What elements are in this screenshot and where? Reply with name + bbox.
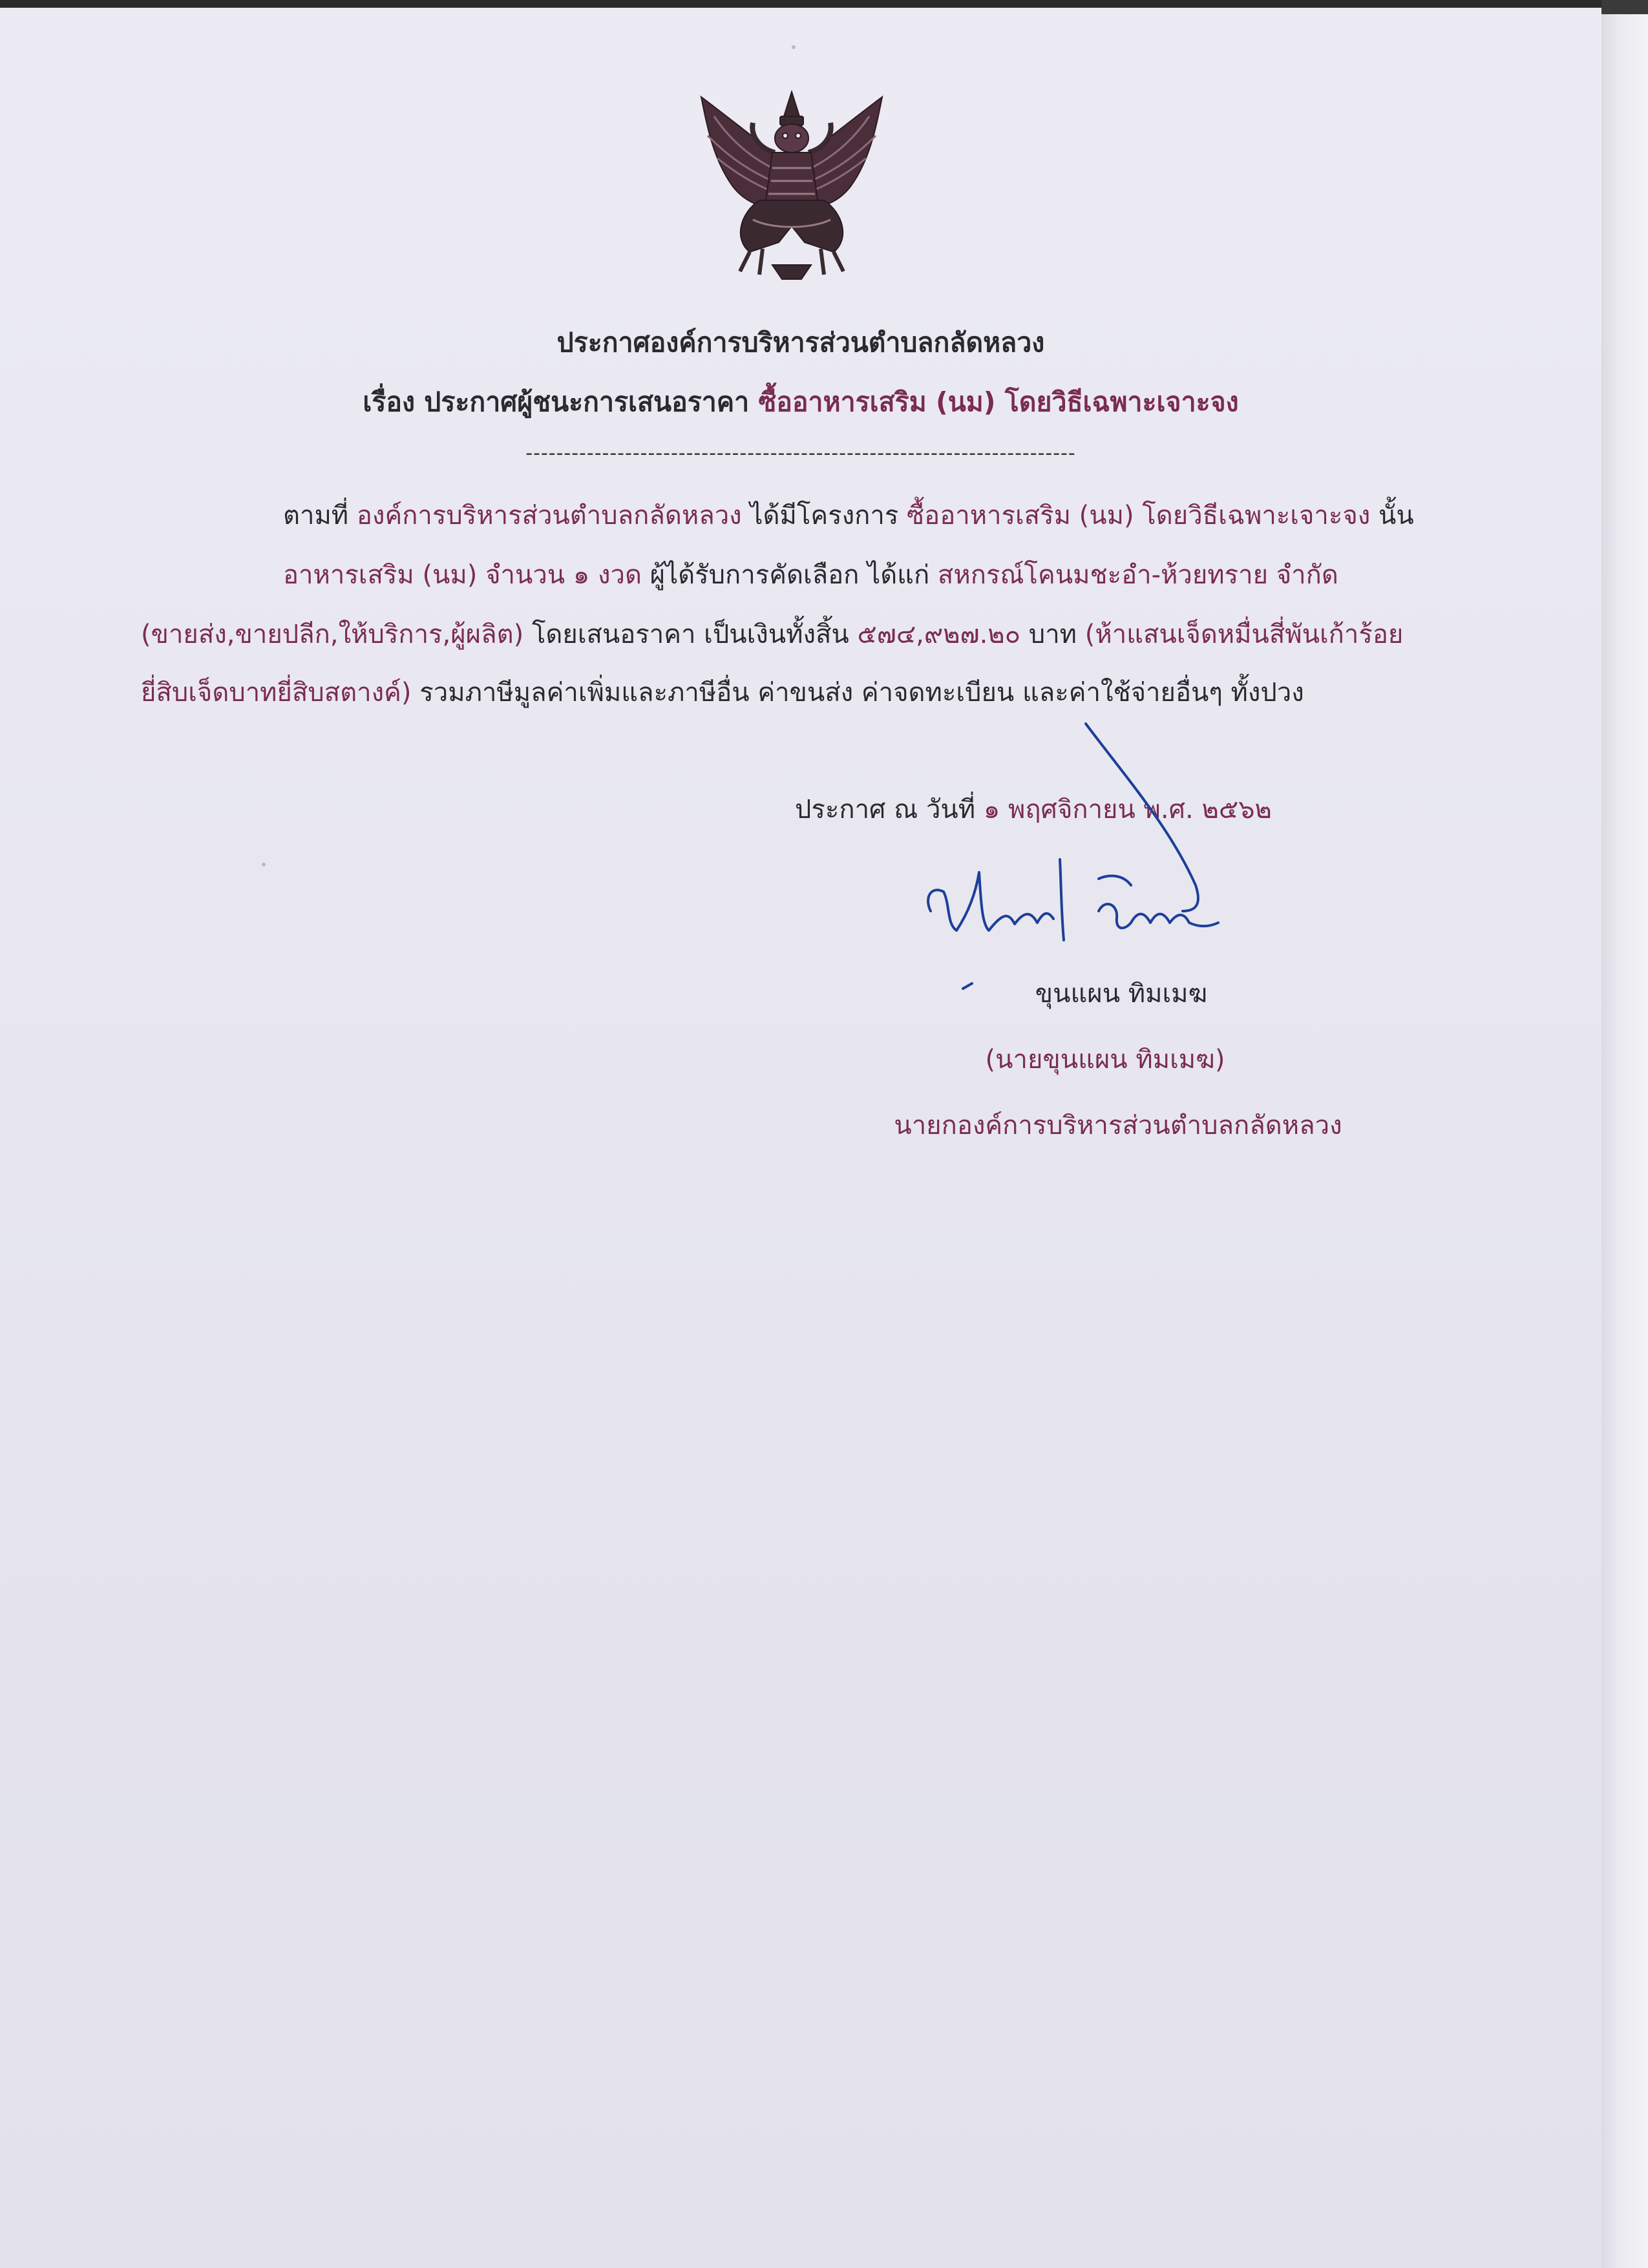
divider-line: ------------------------------------------------------------------------ [525, 442, 1076, 465]
body-line-3 [141, 616, 1403, 653]
body-text: นั้น [1379, 501, 1414, 530]
signer-full-name: (นายขุนแผน ทิมเมฆ) [985, 1045, 1225, 1075]
body-text: ได้มีโครงการ [750, 501, 899, 530]
signer-printed-name: ขุนแผน ทิมเมฆ [1035, 979, 1208, 1009]
scan-speck [262, 863, 266, 866]
body-line-1 [283, 498, 1414, 534]
subject-item: ซื้ออาหารเสริม (นม) โดยวิธีเฉพาะเจาะจง [758, 386, 1239, 417]
amount-in-words: (ห้าแสนเจ็ดหมื่นสี่พันเก้าร้อย [1084, 620, 1404, 649]
signer-position: นายกองค์การบริหารส่วนตำบลกลัดหลวง [894, 1111, 1342, 1140]
winner-business-type: (ขายส่ง,ขายปลีก,ให้บริการ,ผู้ผลิต) [141, 620, 524, 649]
scan-margin-corner [1601, 0, 1648, 14]
organization-name: องค์การบริหารส่วนตำบลกลัดหลวง [356, 501, 742, 530]
scan-top-edge [0, 0, 1601, 8]
body-line-2 [283, 557, 1338, 593]
project-name: ซื้ออาหารเสริม (นม) โดยวิธีเฉพาะเจาะจง [907, 501, 1371, 530]
garuda-emblem-icon [688, 90, 895, 281]
body-text: ตามที่ [283, 501, 349, 530]
body-text: โดยเสนอราคา เป็นเงินทั้งสิ้น [531, 620, 849, 649]
announcement-title: ประกาศองค์การบริหารส่วนตำบลกลัดหลวง [556, 327, 1045, 358]
winner-name: สหกรณ์โคนมชะอำ-ห้วยทราย จำกัด [937, 560, 1338, 590]
item-quantity: อาหารเสริม (นม) จำนวน ๑ งวด [283, 560, 642, 590]
signature-icon [911, 717, 1273, 1002]
body-text: ผู้ได้รับการคัดเลือก ได้แก่ [650, 560, 930, 590]
announcement-subject [0, 381, 1601, 423]
body-text: รวมภาษีมูลค่าเพิ่มและภาษีอื่น ค่าขนส่ง ค่าจดทะเบียน และค่าใช้จ่ายอื่นๆ ทั้งปวง [419, 678, 1304, 708]
date-value: ๑ พฤศจิกายน พ.ศ. ๒๕๖๒ [983, 795, 1272, 824]
body-line-4 [141, 675, 1304, 711]
scan-margin-strip [1601, 0, 1648, 2268]
amount-in-words-cont: ยี่สิบเจ็ดบาทยี่สิบสตางค์) [141, 678, 412, 708]
subject-prefix: เรื่อง ประกาศผู้ชนะการเสนอราคา [363, 386, 750, 417]
bid-amount: ๕๗๔,๙๒๗.๒๐ [857, 620, 1021, 649]
date-prefix: ประกาศ ณ วันที่ [795, 795, 976, 824]
currency-unit: บาท [1028, 620, 1077, 649]
scan-speck [792, 45, 796, 49]
